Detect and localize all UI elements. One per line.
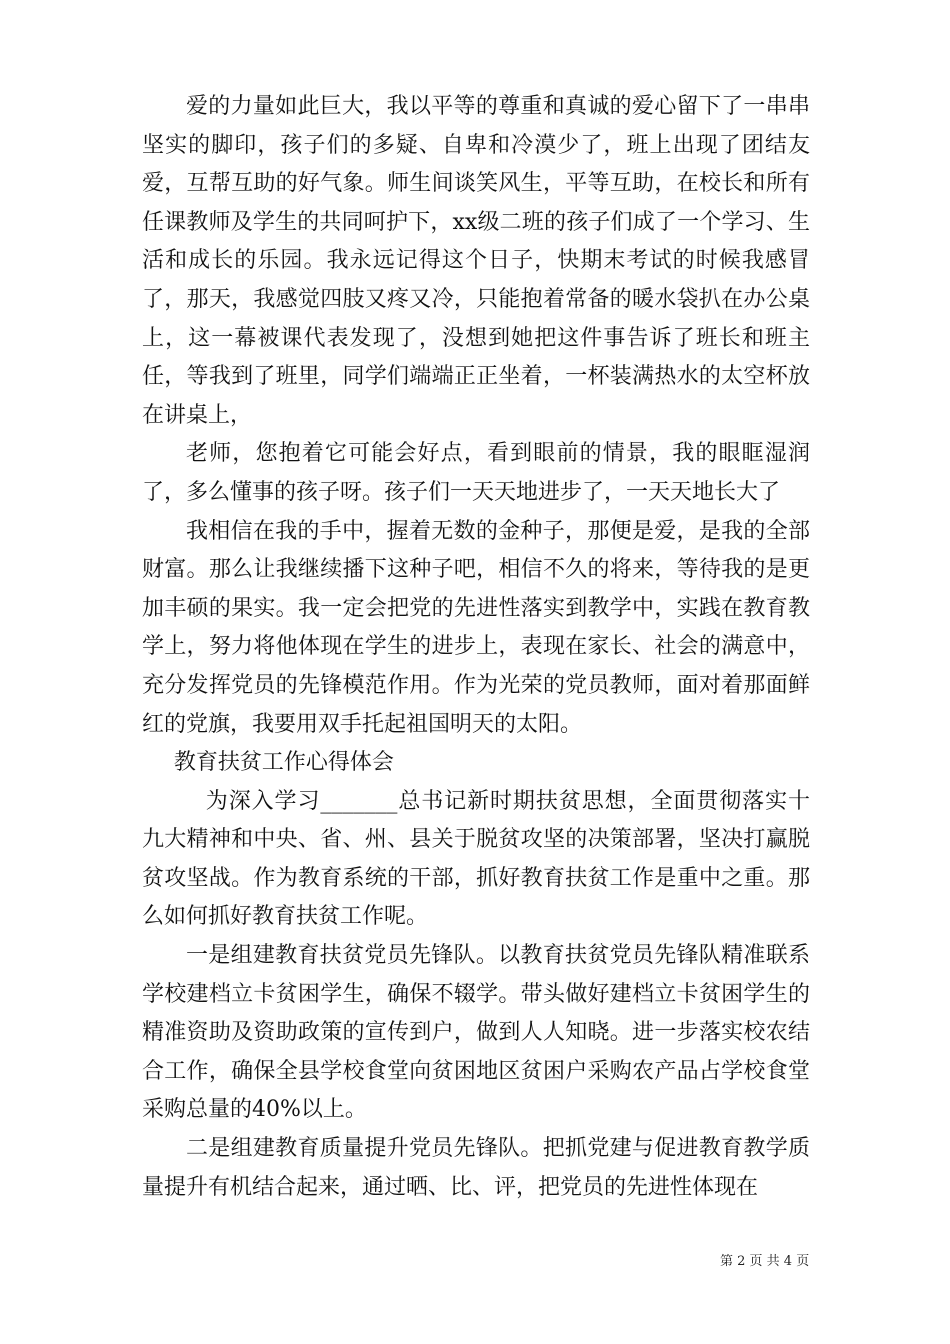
paragraph-point-two: 二是组建教育质量提升党员先锋队。把抓党建与促进教育教学质量提升有机结合起来，通过晒、比、评，把党员的先进性体现在 <box>142 1136 810 1200</box>
paragraph-point-one: 一是组建教育扶贫党员先锋队。以教育扶贫党员先锋队精准联系学校建档立卡贫困学生，确保不辍学。带头做好建档立卡贫困学生的精准资助及资助政策的宣传到户，做到人人知晓。进一步落实校农结合工作，确保全县学校食堂向贫困地区贫困户采购农产品占学校食堂采购总量的40%以上。 <box>142 943 810 1123</box>
document-body <box>142 88 810 1207</box>
paragraph-golden-seeds: 我相信在我的手中，握着无数的金种子，那便是爱，是我的全部财富。那么让我继续播下这种子吧，相信不久的将来，等待我的是更加丰硕的果实。我一定会把党的先进性落实到教学中，实践在教育教学上，努力将他体现在学生的进步上，表现在家长、社会的满意中，充分发挥党员的先锋模范作用。作为光荣的党员教师，面对着那面鲜红的党旗，我要用双手托起祖国明天的太阳。 <box>142 518 810 737</box>
paragraph-love-power: 爱的力量如此巨大，我以平等的尊重和真诚的爱心留下了一串串坚实的脚印，孩子们的多疑、自卑和冷漠少了，班上出现了团结友爱，互帮互助的好气象。师生间谈笑风生，平等互助，在校长和所有任课教师及学生的共同呵护下，xx级二班的孩子们成了一个学习、生活和成长的乐园。我永远记得这个日子，快期末考试的时候我感冒了，那天，我感觉四肢又疼又冷，只能抱着常备的暖水袋扒在办公桌上，这一幕被课代表发现了，没想到她把这件事告诉了班长和班主任，等我到了班里，同学们端端正正坐着，一杯装满热水的太空杯放在讲桌上， <box>142 94 810 428</box>
paragraph-intro: 为深入学习_______总书记新时期扶贫思想，全面贯彻落实十九大精神和中央、省、州、县关于脱贫攻坚的决策部署，坚决打赢脱贫攻坚战。作为教育系统的干部，抓好教育扶贫工作是重中之重。那么如何抓好教育扶贫工作呢。 <box>142 788 810 930</box>
paragraph-teacher-quote: 老师，您抱着它可能会好点，看到眼前的情景，我的眼眶湿润了，多么懂事的孩子呀。孩子们一天天地进步了，一天天地长大了 <box>142 441 810 505</box>
section-title: 教育扶贫工作心得体会 <box>173 750 394 776</box>
page-number-footer: 第 2 页 共 4 页 <box>720 1254 810 1269</box>
